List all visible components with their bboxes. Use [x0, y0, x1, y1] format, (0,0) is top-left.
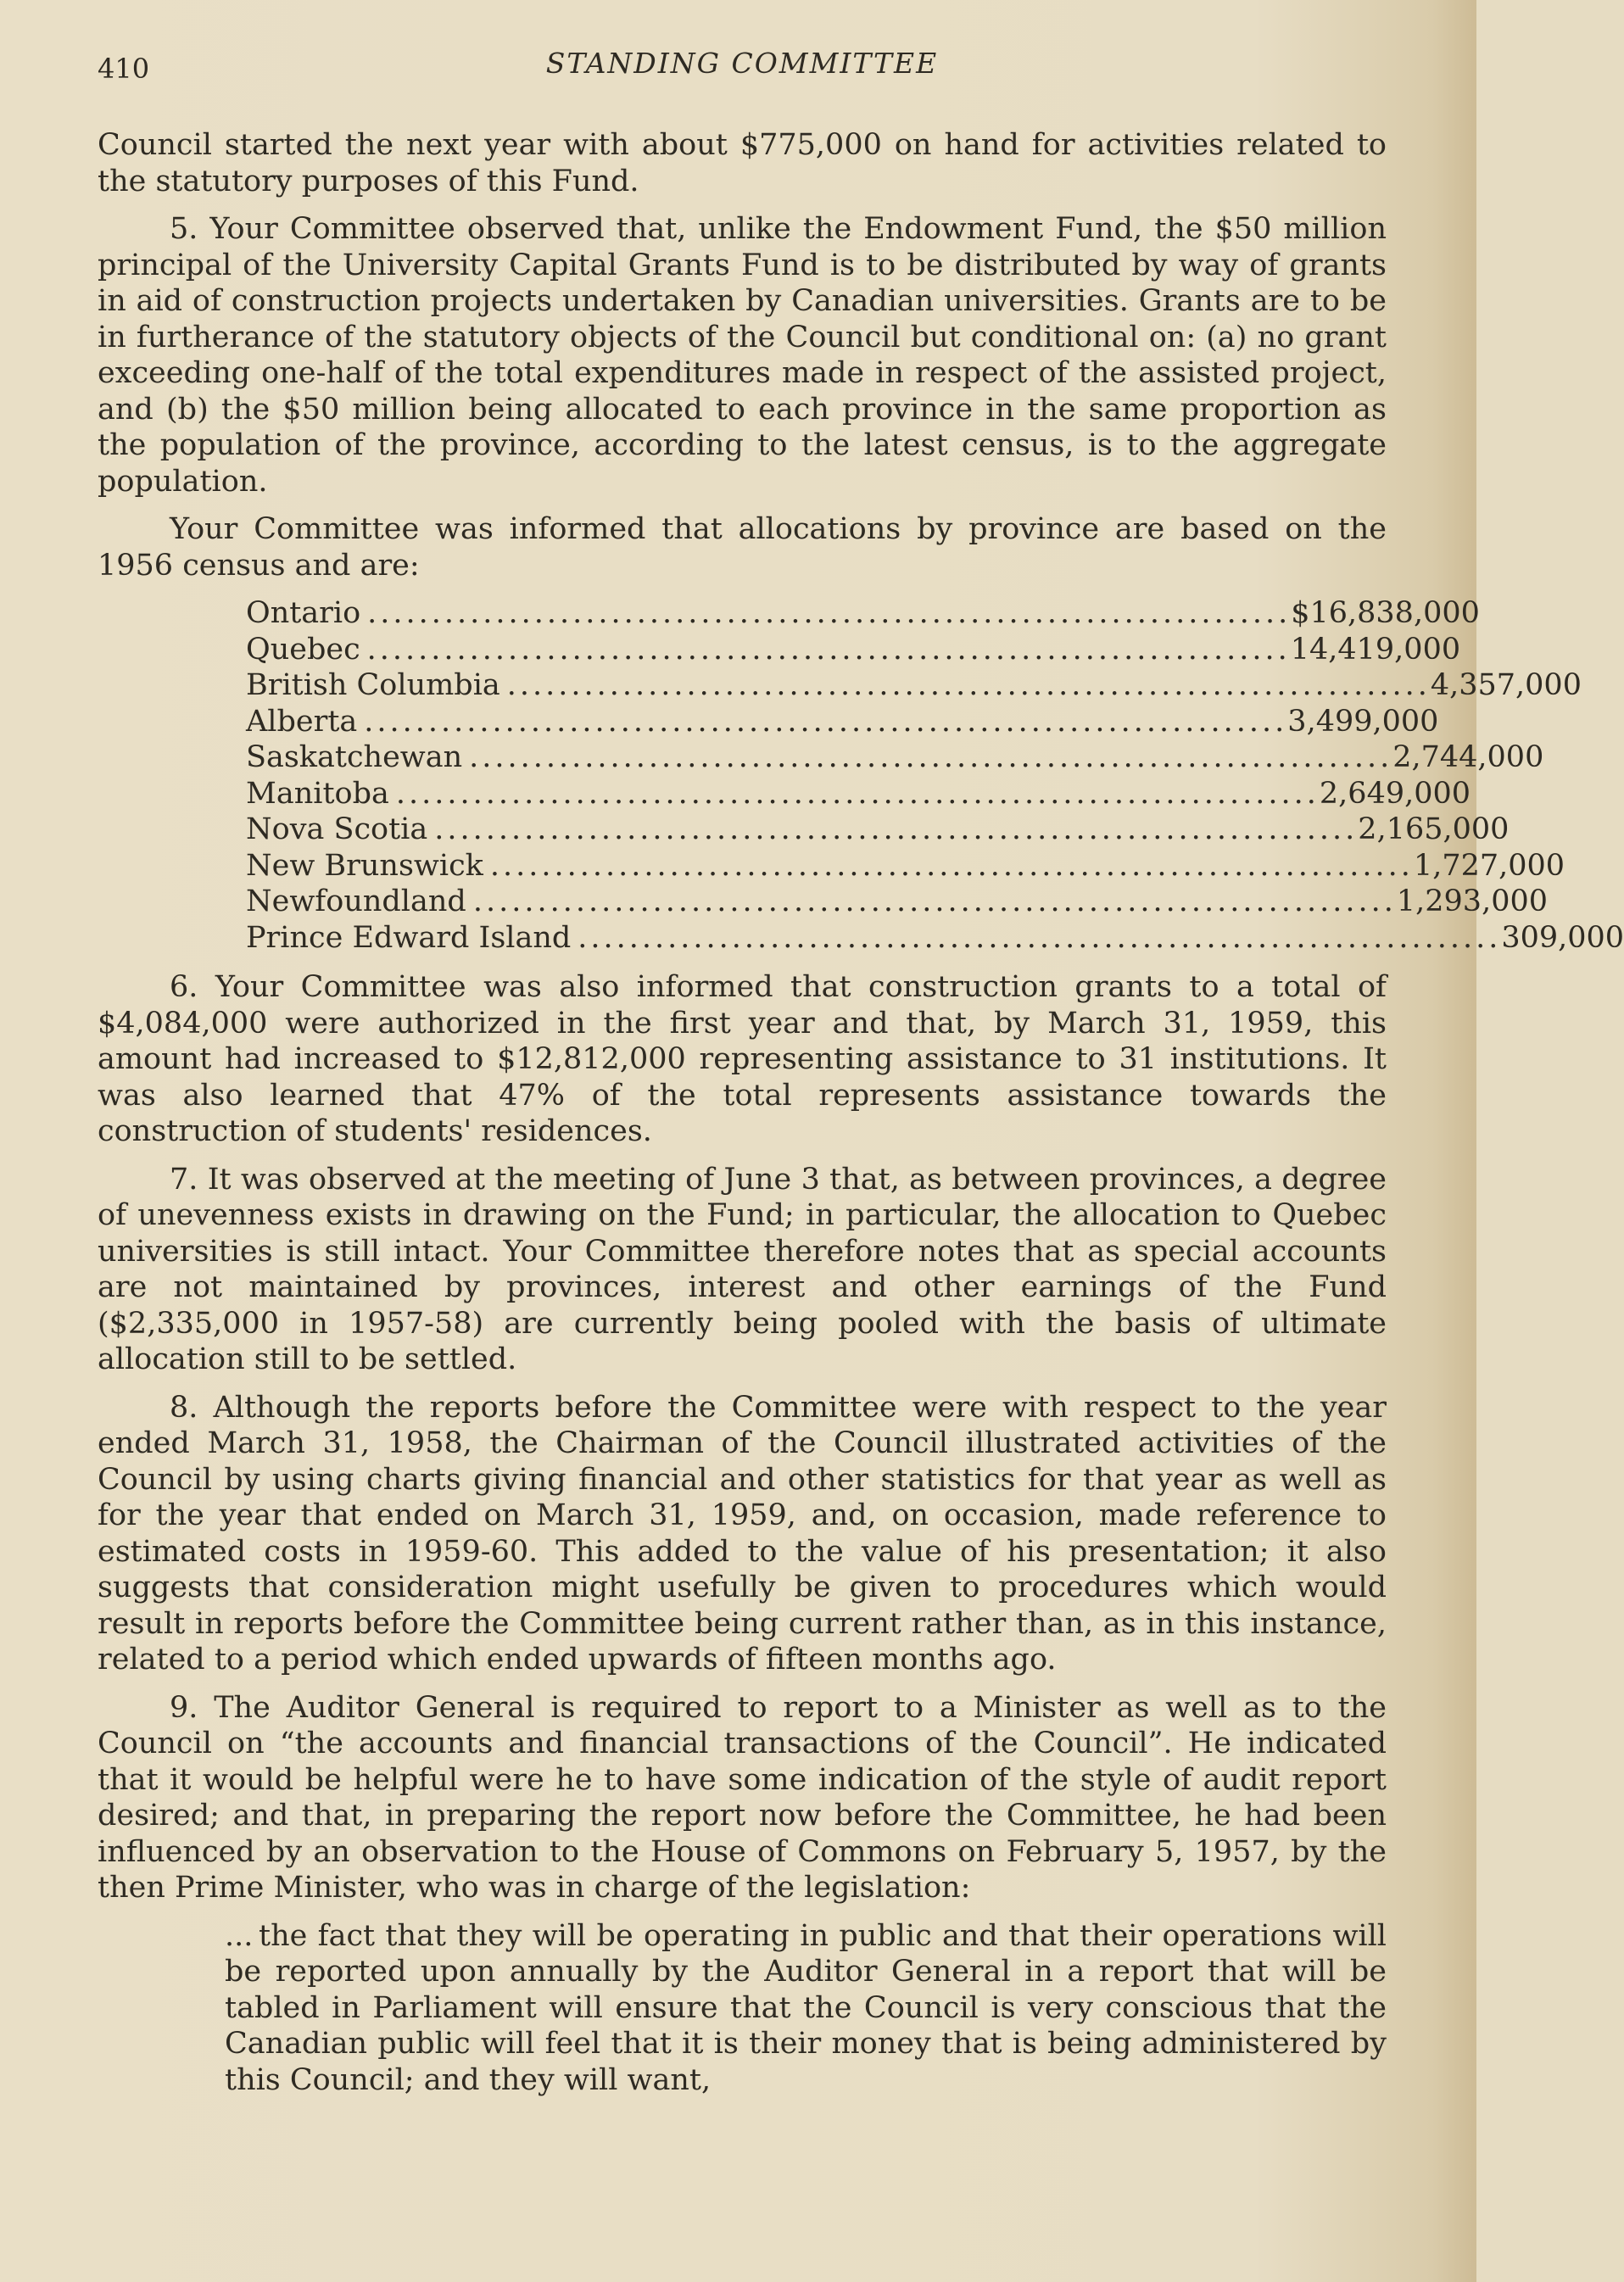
paragraph-8: 8. Although the reports before the Committee were with respect to the year ended March 31, 1958, the Chairman of the Council illustrated activities of the Council by using charts giving financial and other statistics for that year as well as for the year that ended on March 31, 1959, and, on occasion, made reference to estimated costs in 1959-60. This added to the value of his presentation; it also suggests that consideration might usefully be given to procedures which would result in reports before the Committee being current rather than, as in this instance, related to a period which ended upwards of fifteen months ago.	[98, 1390, 1387, 1677]
paragraph-5: 5. Your Committee observed that, unlike the Endowment Fund, the $50 million principal of the University Capital Grants Fund is to be distributed by way of grants in aid of construction projects undertaken by Canadian universities. Grants are to be in furtherance of the statutory objects of the Council but conditional on: (a) no grant exceeding one-half of the total expenditures made in respect of the assisted project, and (b) the $50 million being allocated to each province in the same proportion as the population of the province, according to the latest census, is to the aggregate population.	[98, 212, 1387, 499]
paragraph-7: 7. It was observed at the meeting of June 3 that, as between provinces, a degree of unevenness exists in drawing on the Fund; in particular, the allocation to Quebec universities is still intact. Your Committee therefore notes that as special accounts are not maintained by provinces, interest and other earnings of the Fund ($2,335,000 in 1957-58) are currently being pooled with the basis of ultimate allocation still to be settled.	[98, 1162, 1387, 1376]
leader-dots: ........................................................................	[364, 704, 1288, 739]
leader-dots: ........................................................................	[434, 812, 1359, 846]
allocation-row	[246, 739, 1544, 776]
province-name: Ontario	[246, 596, 361, 630]
allocation-row	[246, 812, 1510, 848]
allocation-amount: 3,499,000	[1287, 704, 1439, 739]
allocation-table	[246, 595, 1624, 956]
province-name: Manitoba	[246, 776, 389, 811]
leader-dots: ........................................................................	[506, 668, 1431, 702]
leader-dots: ........................................................................	[489, 848, 1414, 883]
leader-dots: ........................................................................	[578, 920, 1502, 955]
allocation-row	[246, 595, 1480, 632]
leader-dots: ........................................................................	[366, 632, 1291, 667]
province-name: Prince Edward Island	[246, 920, 572, 955]
province-name: Quebec	[246, 632, 360, 667]
allocation-row	[246, 704, 1439, 740]
province-name: Nova Scotia	[246, 812, 428, 846]
quote-ellipsis: ...	[225, 1918, 254, 1953]
running-head: STANDING COMMITTEE	[545, 47, 939, 80]
allocation-row	[246, 848, 1565, 884]
allocation-amount: 2,649,000	[1319, 776, 1471, 811]
leader-dots: ........................................................................	[469, 740, 1393, 774]
province-name: New Brunswick	[246, 848, 483, 883]
page-number: 410	[98, 53, 150, 85]
paragraph-intro: Council started the next year with about $775,000 on hand for activities related to the statutory purposes of this Fund.	[98, 128, 1387, 198]
allocation-row	[246, 920, 1624, 957]
allocation-amount: 4,357,000	[1430, 668, 1582, 702]
allocation-row	[246, 776, 1471, 812]
province-name: Alberta	[246, 704, 358, 739]
province-name: Saskatchewan	[246, 740, 463, 774]
page-header	[98, 44, 1387, 95]
allocation-row	[246, 667, 1582, 704]
page-content	[98, 44, 1624, 2098]
allocation-amount: 2,744,000	[1392, 740, 1544, 774]
block-quote	[225, 1918, 1387, 2099]
allocation-row	[246, 632, 1461, 668]
province-name: Newfoundland	[246, 884, 466, 918]
allocation-amount: 1,727,000	[1413, 848, 1565, 883]
quote-text: the fact that they will be operating in public and that their operations will be reported upon annually by the Auditor General in a report that will be tabled in Parliament will ensure that the Council is very conscious that the Canadian public will feel that it is their money that is being administered by this Council; and they will want,	[225, 1918, 1387, 2097]
leader-dots: ........................................................................	[367, 596, 1292, 630]
body-text	[98, 127, 1624, 2098]
allocation-amount: 2,165,000	[1358, 812, 1510, 846]
paragraph-9: 9. The Auditor General is required to report to a Minister as well as to the Council on “the accounts and financial transactions of the Council”. He indicated that it would be helpful were he to have some indication of the style of audit report desired; and that, in preparing the report now before the Committee, he had been influenced by an observation to the House of Commons on February 5, 1957, by the then Prime Minister, who was in charge of the legislation:	[98, 1690, 1387, 1905]
paragraph-6: 6. Your Committee was also informed that construction grants to a total of $4,084,000 were authorized in the first year and that, by March 31, 1959, this amount had increased to $12,812,000 representing assistance to 31 institutions. It was also learned that 47% of the total represents assistance towards the construction of students' residences.	[98, 970, 1387, 1148]
leader-dots: ........................................................................	[395, 776, 1320, 811]
allocation-amount: 309,000	[1501, 920, 1624, 955]
leader-dots: ........................................................................	[472, 884, 1397, 918]
allocation-amount: 14,419,000	[1290, 632, 1461, 667]
allocation-amount: 1,293,000	[1396, 884, 1549, 918]
paragraph-allocations-intro: Your Committee was informed that allocations by province are based on the 1956 census and are:	[98, 512, 1387, 583]
allocation-amount: $16,838,000	[1291, 596, 1480, 630]
allocation-row	[246, 884, 1549, 920]
province-name: British Columbia	[246, 668, 500, 702]
